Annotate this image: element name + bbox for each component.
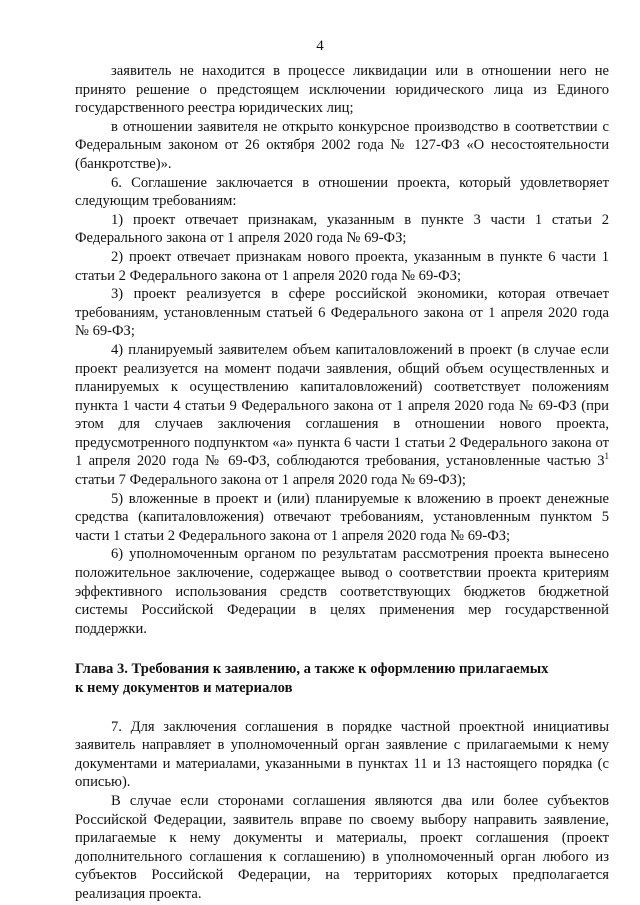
superscript: 1 xyxy=(604,451,609,462)
paragraph: 3) проект реализуется в сфере российской экономики, которая отвечает требованиям, установленным статьей 6 Федерального закона от 1 апреля 2020 года № 69-ФЗ; xyxy=(75,286,609,340)
paragraph: 1) проект отвечает признакам, указанным в пункте 3 части 1 статьи 2 Федерального закона от 1 апреля 2020 года № 69-ФЗ; xyxy=(75,211,609,247)
paragraph: 2) проект отвечает признакам нового проекта, указанным в пункте 6 части 1 статьи 2 Федерального закона от 1 апреля 2020 года № 69-ФЗ; xyxy=(75,248,609,284)
document-body xyxy=(75,62,609,904)
paragraph: 7. Для заключения соглашения в порядке частной проектной инициативы заявитель направляет в уполномоченный орган заявление с прилагаемыми к нему документами и материалами, указанными в пунктах 11 и 13 настоящего порядка (с описью). xyxy=(75,718,609,791)
paragraph-text: 4) планируемый заявителем объем капиталовложений в проект (в случае если проект реализуется на момент подачи заявления, общий объем осуществленных и планируемых к осуществлению капиталовложений) соответствует положениям пункта 1 части 4 статьи 9 Федерального закона от 1 апреля 2020 года № 69-ФЗ (при этом для случаев заключения соглашения в отношении нового проекта, предусмотренного подпунктом «а» пункта 6 части 1 статьи 2 Федерального закона от 1 апреля 2020 года № 69-ФЗ, соблюдаются требования, установленные частью 3 xyxy=(75,341,609,470)
paragraph-with-superscript xyxy=(75,341,609,490)
paragraph: 5) вложенные в проект и (или) планируемые к вложению в проект денежные средства (капиталовложения) отвечают требованиям, установленным пунктом 5 части 1 статьи 2 Федерального закона от 1 апреля 2020 года № 69-ФЗ; xyxy=(75,490,609,544)
spacer xyxy=(75,638,609,660)
paragraph: заявитель не находится в процессе ликвидации или в отношении него не принято решение о предстоящем исключении юридического лица из Единого государственного реестра юридических лиц; xyxy=(75,63,609,117)
page-number: 4 xyxy=(316,38,324,54)
paragraph: 6) уполномоченным органом по результатам рассмотрения проекта вынесено положительное заключение, содержащее вывод о соответствии проекта критериям эффективного использования средств соответствующих бюджетов бюджетной системы Российской Федерации в целях применения мер государственной поддержки. xyxy=(75,546,609,637)
paragraph: В случае если сторонами соглашения являются два или более субъектов Российской Федерации, заявитель вправе по своему выбору направить заявление, прилагаемые к нему документы и материалы, проект соглашения (проект дополнительного соглашения к соглашению) в уполномоченный орган любого из субъектов Российской Федерации, на территориях которых предполагается реализация проекта. xyxy=(75,792,609,902)
spacer xyxy=(75,698,609,718)
chapter-heading-line: Глава 3. Требования к заявлению, а также к оформлению прилагаемых xyxy=(75,661,549,678)
paragraph: в отношении заявителя не открыто конкурсное производство в соответствии с Федеральным законом от 26 октября 2002 года № 127-ФЗ «О несостоятельности (банкротстве)». xyxy=(75,118,609,172)
chapter-heading-line: к нему документов и материалов xyxy=(75,680,293,696)
paragraph-text: статьи 7 Федерального закона от 1 апреля 2020 года № 69-ФЗ); xyxy=(75,472,466,489)
paragraph: 6. Соглашение заключается в отношении проекта, который удовлетворяет следующим требованиям: xyxy=(75,174,609,210)
